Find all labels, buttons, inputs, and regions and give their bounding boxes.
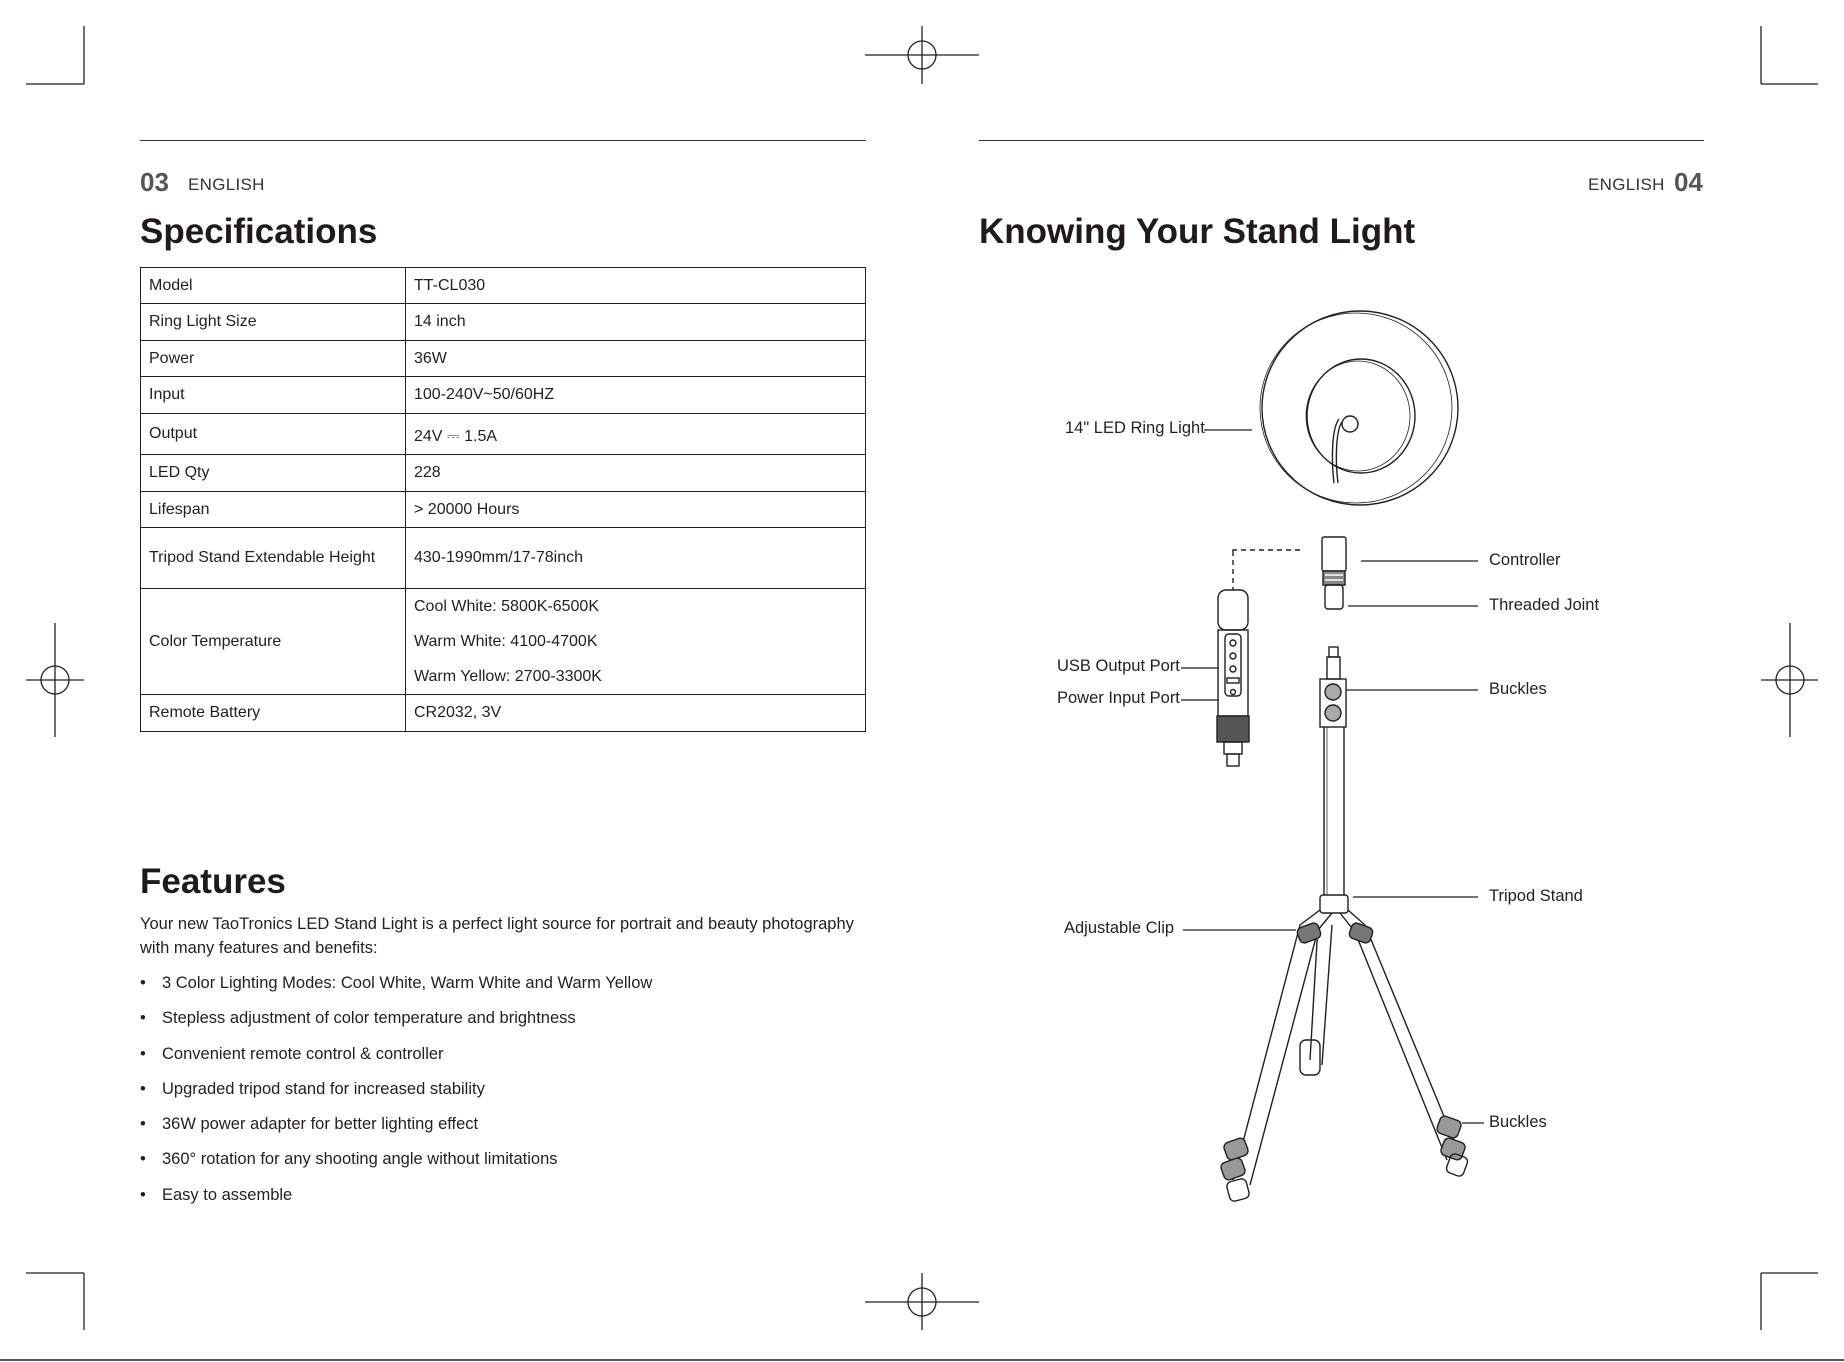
page-number-right: 04 <box>1674 167 1703 197</box>
spec-value-line: Cool White: 5800K-6500K <box>414 598 599 615</box>
features-heading: Features <box>140 862 286 901</box>
list-item: • Convenient remote control & controller <box>140 1042 652 1077</box>
spec-value: 36W <box>406 341 866 377</box>
spec-key: Tripod Stand Extendable Height <box>141 528 406 589</box>
tripod-pole-illustration <box>1320 647 1348 913</box>
spec-key: LED Qty <box>141 455 406 492</box>
list-item: • 36W power adapter for better lighting effect <box>140 1112 652 1147</box>
label-ring-light: 14" LED Ring Light <box>1065 419 1205 437</box>
spec-value: TT-CL030 <box>406 268 866 304</box>
spec-key: Power <box>141 341 406 377</box>
spec-key: Model <box>141 268 406 304</box>
spec-value: 430-1990mm/17-78inch <box>406 528 866 589</box>
list-item: • Upgraded tripod stand for increased stability <box>140 1077 652 1112</box>
language-label-left: ENGLISH <box>188 175 265 194</box>
specifications-heading: Specifications <box>140 212 378 251</box>
spec-value: 228 <box>406 455 866 492</box>
power-adapter-illustration <box>1217 590 1249 766</box>
spec-value: > 20000 Hours <box>406 492 866 528</box>
label-buckles-top: Buckles <box>1489 680 1547 698</box>
list-item: • 3 Color Lighting Modes: Cool White, Warm White and Warm Yellow <box>140 971 652 1006</box>
spec-value-line: Warm Yellow: 2700-3300K <box>414 668 602 685</box>
spec-value: CR2032, 3V <box>406 695 866 732</box>
language-label-right: ENGLISH <box>1588 175 1665 194</box>
label-controller: Controller <box>1489 551 1561 569</box>
page-number-left: 03 <box>140 167 169 197</box>
spec-value: 14 inch <box>406 304 866 341</box>
spec-key: Lifespan <box>141 492 406 528</box>
spec-value-line: Warm White: 4100-4700K <box>414 633 598 650</box>
list-item: • Stepless adjustment of color temperature and brightness <box>140 1006 652 1041</box>
label-adjustable-clip: Adjustable Clip <box>1064 919 1175 937</box>
tripod-legs-illustration <box>1220 910 1469 1202</box>
label-tripod-stand: Tripod Stand <box>1489 887 1583 905</box>
ring-light-illustration <box>1260 311 1458 505</box>
label-power-input-port: Power Input Port <box>1057 689 1180 707</box>
spec-key: Input <box>141 377 406 414</box>
label-usb-output-port: USB Output Port <box>1057 657 1180 675</box>
list-item: • Easy to assemble <box>140 1183 652 1218</box>
spec-value: 24V ⎓ 1.5A <box>406 414 866 455</box>
knowing-your-stand-light-heading: Knowing Your Stand Light <box>979 212 1416 251</box>
features-intro: Your new TaoTronics LED Stand Light is a perfect light source for portrait and beauty photography with many features and benefits: <box>140 915 854 957</box>
spec-key: Color Temperature <box>141 589 406 695</box>
spec-key: Ring Light Size <box>141 304 406 341</box>
label-threaded-joint: Threaded Joint <box>1489 596 1600 614</box>
callout-leader-lines <box>1181 430 1484 1123</box>
label-buckles-bottom: Buckles <box>1489 1113 1547 1131</box>
controller-illustration <box>1322 537 1346 609</box>
spec-value: 100-240V~50/60HZ <box>406 377 866 414</box>
list-item: • 360° rotation for any shooting angle without limitations <box>140 1147 652 1182</box>
spec-key: Output <box>141 414 406 455</box>
spec-key: Remote Battery <box>141 695 406 732</box>
